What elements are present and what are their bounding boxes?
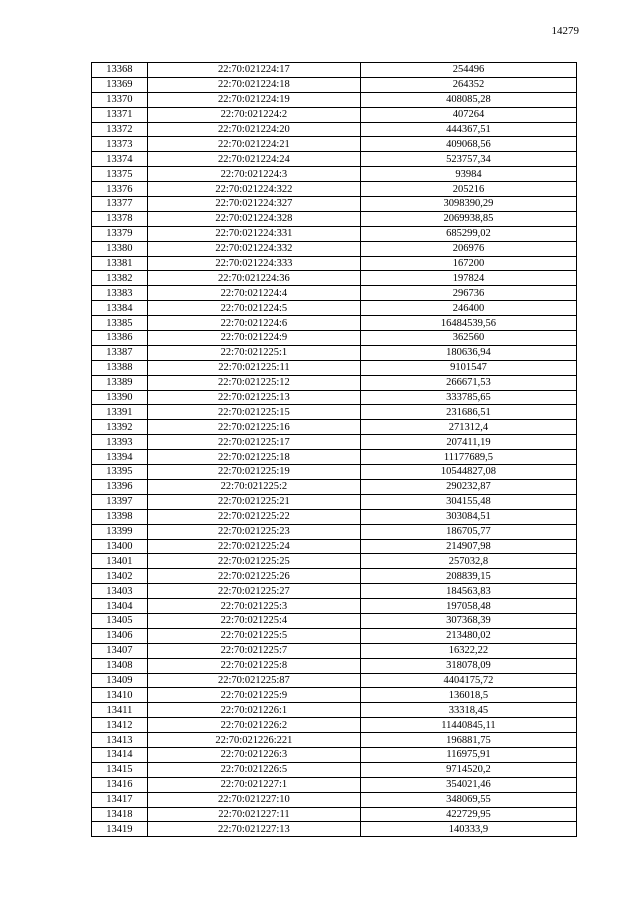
row-number-cell: 13382 <box>92 271 148 286</box>
cadastral-value-cell: 9714520,2 <box>360 762 576 777</box>
cadastral-value-cell: 685299,02 <box>360 226 576 241</box>
cadastral-number-cell: 22:70:021224:24 <box>147 152 360 167</box>
cadastral-value-cell: 184563,83 <box>360 584 576 599</box>
table-row <box>92 465 577 480</box>
table-row <box>92 733 577 748</box>
table-row <box>92 435 577 450</box>
row-number-cell: 13378 <box>92 211 148 226</box>
cadastral-number-cell: 22:70:021224:4 <box>147 286 360 301</box>
row-number-cell: 13418 <box>92 807 148 822</box>
row-number-cell: 13377 <box>92 197 148 212</box>
cadastral-value-cell: 304155,48 <box>360 494 576 509</box>
cadastral-value-cell: 11440845,11 <box>360 718 576 733</box>
cadastral-number-cell: 22:70:021225:18 <box>147 450 360 465</box>
cadastral-number-cell: 22:70:021225:19 <box>147 465 360 480</box>
table-row <box>92 345 577 360</box>
row-number-cell: 13368 <box>92 63 148 78</box>
cadastral-value-cell: 205216 <box>360 182 576 197</box>
table-row <box>92 226 577 241</box>
table-row <box>92 331 577 346</box>
table-row <box>92 673 577 688</box>
table-row <box>92 211 577 226</box>
cadastral-value-cell: 10544827,08 <box>360 465 576 480</box>
row-number-cell: 13371 <box>92 107 148 122</box>
table-row <box>92 569 577 584</box>
row-number-cell: 13386 <box>92 331 148 346</box>
table-row <box>92 197 577 212</box>
cadastral-value-cell: 116975,91 <box>360 747 576 762</box>
row-number-cell: 13405 <box>92 613 148 628</box>
cadastral-number-cell: 22:70:021225:24 <box>147 539 360 554</box>
cadastral-value-cell: 407264 <box>360 107 576 122</box>
cadastral-value-cell: 271312,4 <box>360 420 576 435</box>
cadastral-value-cell: 333785,65 <box>360 390 576 405</box>
table-row <box>92 241 577 256</box>
cadastral-number-cell: 22:70:021225:1 <box>147 345 360 360</box>
table-row <box>92 107 577 122</box>
cadastral-value-cell: 231686,51 <box>360 405 576 420</box>
table-row <box>92 688 577 703</box>
row-number-cell: 13370 <box>92 92 148 107</box>
row-number-cell: 13391 <box>92 405 148 420</box>
cadastral-number-cell: 22:70:021225:8 <box>147 658 360 673</box>
cadastral-value-cell: 16322,22 <box>360 643 576 658</box>
row-number-cell: 13395 <box>92 465 148 480</box>
table-row <box>92 747 577 762</box>
cadastral-number-cell: 22:70:021225:7 <box>147 643 360 658</box>
cadastral-number-cell: 22:70:021225:25 <box>147 554 360 569</box>
table-row <box>92 450 577 465</box>
table-row <box>92 703 577 718</box>
row-number-cell: 13374 <box>92 152 148 167</box>
row-number-cell: 13375 <box>92 167 148 182</box>
row-number-cell: 13388 <box>92 360 148 375</box>
cadastral-value-cell: 307368,39 <box>360 613 576 628</box>
cadastral-value-cell: 246400 <box>360 301 576 316</box>
cadastral-number-cell: 22:70:021224:36 <box>147 271 360 286</box>
cadastral-number-cell: 22:70:021225:22 <box>147 509 360 524</box>
cadastral-number-cell: 22:70:021224:5 <box>147 301 360 316</box>
table-row <box>92 405 577 420</box>
row-number-cell: 13414 <box>92 747 148 762</box>
row-number-cell: 13419 <box>92 822 148 837</box>
row-number-cell: 13381 <box>92 256 148 271</box>
table-row <box>92 256 577 271</box>
cadastral-value-cell: 408085,28 <box>360 92 576 107</box>
table-row <box>92 271 577 286</box>
cadastral-number-cell: 22:70:021225:12 <box>147 375 360 390</box>
table-row <box>92 807 577 822</box>
cadastral-value-cell: 196881,75 <box>360 733 576 748</box>
cadastral-value-cell: 409068,56 <box>360 137 576 152</box>
table-row <box>92 301 577 316</box>
cadastral-value-cell: 167200 <box>360 256 576 271</box>
table-row <box>92 613 577 628</box>
cadastral-number-cell: 22:70:021224:332 <box>147 241 360 256</box>
cadastral-value-cell: 422729,95 <box>360 807 576 822</box>
table-row <box>92 167 577 182</box>
cadastral-number-cell: 22:70:021224:19 <box>147 92 360 107</box>
cadastral-number-cell: 22:70:021224:3 <box>147 167 360 182</box>
cadastral-number-cell: 22:70:021224:322 <box>147 182 360 197</box>
cadastral-number-cell: 22:70:021224:6 <box>147 316 360 331</box>
cadastral-number-cell: 22:70:021225:87 <box>147 673 360 688</box>
table-row <box>92 509 577 524</box>
row-number-cell: 13406 <box>92 628 148 643</box>
cadastral-value-cell: 208839,15 <box>360 569 576 584</box>
cadastral-number-cell: 22:70:021227:13 <box>147 822 360 837</box>
row-number-cell: 13400 <box>92 539 148 554</box>
table-row <box>92 152 577 167</box>
row-number-cell: 13408 <box>92 658 148 673</box>
cadastral-number-cell: 22:70:021225:9 <box>147 688 360 703</box>
row-number-cell: 13372 <box>92 122 148 137</box>
row-number-cell: 13397 <box>92 494 148 509</box>
cadastral-number-cell: 22:70:021224:333 <box>147 256 360 271</box>
table-row <box>92 77 577 92</box>
row-number-cell: 13384 <box>92 301 148 316</box>
cadastral-number-cell: 22:70:021224:18 <box>147 77 360 92</box>
cadastral-value-cell: 266671,53 <box>360 375 576 390</box>
row-number-cell: 13389 <box>92 375 148 390</box>
row-number-cell: 13404 <box>92 599 148 614</box>
table-row <box>92 316 577 331</box>
table-row <box>92 420 577 435</box>
cadastral-number-cell: 22:70:021224:20 <box>147 122 360 137</box>
cadastral-value-cell: 214907,98 <box>360 539 576 554</box>
cadastral-value-cell: 207411,19 <box>360 435 576 450</box>
table-row <box>92 762 577 777</box>
row-number-cell: 13380 <box>92 241 148 256</box>
cadastral-number-cell: 22:70:021225:15 <box>147 405 360 420</box>
row-number-cell: 13394 <box>92 450 148 465</box>
row-number-cell: 13369 <box>92 77 148 92</box>
row-number-cell: 13416 <box>92 777 148 792</box>
cadastral-value-cell: 9101547 <box>360 360 576 375</box>
row-number-cell: 13412 <box>92 718 148 733</box>
cadastral-number-cell: 22:70:021226:1 <box>147 703 360 718</box>
cadastral-value-table <box>91 62 577 837</box>
cadastral-number-cell: 22:70:021225:26 <box>147 569 360 584</box>
row-number-cell: 13403 <box>92 584 148 599</box>
cadastral-value-cell: 523757,34 <box>360 152 576 167</box>
table-row <box>92 390 577 405</box>
table-row <box>92 554 577 569</box>
table-row <box>92 494 577 509</box>
table-row <box>92 122 577 137</box>
cadastral-number-cell: 22:70:021224:327 <box>147 197 360 212</box>
cadastral-number-cell: 22:70:021225:4 <box>147 613 360 628</box>
cadastral-value-cell: 444367,51 <box>360 122 576 137</box>
cadastral-value-cell: 136018,5 <box>360 688 576 703</box>
cadastral-value-cell: 186705,77 <box>360 524 576 539</box>
cadastral-value-cell: 197058,48 <box>360 599 576 614</box>
row-number-cell: 13398 <box>92 509 148 524</box>
cadastral-value-cell: 206976 <box>360 241 576 256</box>
cadastral-number-cell: 22:70:021227:1 <box>147 777 360 792</box>
row-number-cell: 13379 <box>92 226 148 241</box>
cadastral-value-cell: 296736 <box>360 286 576 301</box>
cadastral-number-cell: 22:70:021225:17 <box>147 435 360 450</box>
cadastral-value-cell: 197824 <box>360 271 576 286</box>
row-number-cell: 13399 <box>92 524 148 539</box>
cadastral-number-cell: 22:70:021225:3 <box>147 599 360 614</box>
table-row <box>92 360 577 375</box>
cadastral-number-cell: 22:70:021224:21 <box>147 137 360 152</box>
cadastral-value-cell: 362560 <box>360 331 576 346</box>
table-body <box>92 63 577 837</box>
cadastral-number-cell: 22:70:021226:5 <box>147 762 360 777</box>
cadastral-value-cell: 354021,46 <box>360 777 576 792</box>
row-number-cell: 13383 <box>92 286 148 301</box>
table-row <box>92 63 577 78</box>
cadastral-value-cell: 290232,87 <box>360 479 576 494</box>
table-row <box>92 792 577 807</box>
cadastral-value-cell: 264352 <box>360 77 576 92</box>
cadastral-number-cell: 22:70:021225:11 <box>147 360 360 375</box>
table-row <box>92 643 577 658</box>
cadastral-value-cell: 93984 <box>360 167 576 182</box>
page-number: 14279 <box>551 25 579 37</box>
cadastral-value-cell: 257032,8 <box>360 554 576 569</box>
cadastral-value-cell: 140333,9 <box>360 822 576 837</box>
cadastral-value-cell: 4404175,72 <box>360 673 576 688</box>
cadastral-number-cell: 22:70:021225:13 <box>147 390 360 405</box>
cadastral-value-cell: 213480,02 <box>360 628 576 643</box>
row-number-cell: 13396 <box>92 479 148 494</box>
table-row <box>92 584 577 599</box>
table-row <box>92 286 577 301</box>
row-number-cell: 13392 <box>92 420 148 435</box>
row-number-cell: 13410 <box>92 688 148 703</box>
row-number-cell: 13401 <box>92 554 148 569</box>
row-number-cell: 13417 <box>92 792 148 807</box>
table-row <box>92 777 577 792</box>
cadastral-number-cell: 22:70:021227:10 <box>147 792 360 807</box>
cadastral-number-cell: 22:70:021226:221 <box>147 733 360 748</box>
table-row <box>92 628 577 643</box>
table-row <box>92 599 577 614</box>
cadastral-number-cell: 22:70:021225:2 <box>147 479 360 494</box>
cadastral-number-cell: 22:70:021224:2 <box>147 107 360 122</box>
row-number-cell: 13387 <box>92 345 148 360</box>
table-row <box>92 182 577 197</box>
table-row <box>92 479 577 494</box>
cadastral-number-cell: 22:70:021225:5 <box>147 628 360 643</box>
table-row <box>92 822 577 837</box>
cadastral-value-cell: 2069938,85 <box>360 211 576 226</box>
cadastral-number-cell: 22:70:021224:328 <box>147 211 360 226</box>
table-row <box>92 137 577 152</box>
cadastral-value-cell: 348069,55 <box>360 792 576 807</box>
cadastral-number-cell: 22:70:021224:331 <box>147 226 360 241</box>
row-number-cell: 13393 <box>92 435 148 450</box>
cadastral-number-cell: 22:70:021225:16 <box>147 420 360 435</box>
cadastral-number-cell: 22:70:021225:23 <box>147 524 360 539</box>
cadastral-number-cell: 22:70:021224:9 <box>147 331 360 346</box>
cadastral-value-cell: 303084,51 <box>360 509 576 524</box>
row-number-cell: 13411 <box>92 703 148 718</box>
row-number-cell: 13373 <box>92 137 148 152</box>
cadastral-number-cell: 22:70:021227:11 <box>147 807 360 822</box>
row-number-cell: 13409 <box>92 673 148 688</box>
cadastral-number-cell: 22:70:021225:27 <box>147 584 360 599</box>
table-row <box>92 658 577 673</box>
cadastral-number-cell: 22:70:021226:2 <box>147 718 360 733</box>
table-row <box>92 539 577 554</box>
cadastral-value-cell: 318078,09 <box>360 658 576 673</box>
row-number-cell: 13376 <box>92 182 148 197</box>
cadastral-value-cell: 3098390,29 <box>360 197 576 212</box>
row-number-cell: 13415 <box>92 762 148 777</box>
row-number-cell: 13390 <box>92 390 148 405</box>
cadastral-number-cell: 22:70:021224:17 <box>147 63 360 78</box>
cadastral-value-cell: 180636,94 <box>360 345 576 360</box>
table-row <box>92 92 577 107</box>
row-number-cell: 13413 <box>92 733 148 748</box>
table-row <box>92 524 577 539</box>
row-number-cell: 13402 <box>92 569 148 584</box>
cadastral-value-cell: 16484539,56 <box>360 316 576 331</box>
row-number-cell: 13385 <box>92 316 148 331</box>
cadastral-number-cell: 22:70:021225:21 <box>147 494 360 509</box>
table-row <box>92 718 577 733</box>
cadastral-value-cell: 33318,45 <box>360 703 576 718</box>
cadastral-number-cell: 22:70:021226:3 <box>147 747 360 762</box>
table-row <box>92 375 577 390</box>
row-number-cell: 13407 <box>92 643 148 658</box>
cadastral-value-cell: 254496 <box>360 63 576 78</box>
cadastral-value-cell: 11177689,5 <box>360 450 576 465</box>
